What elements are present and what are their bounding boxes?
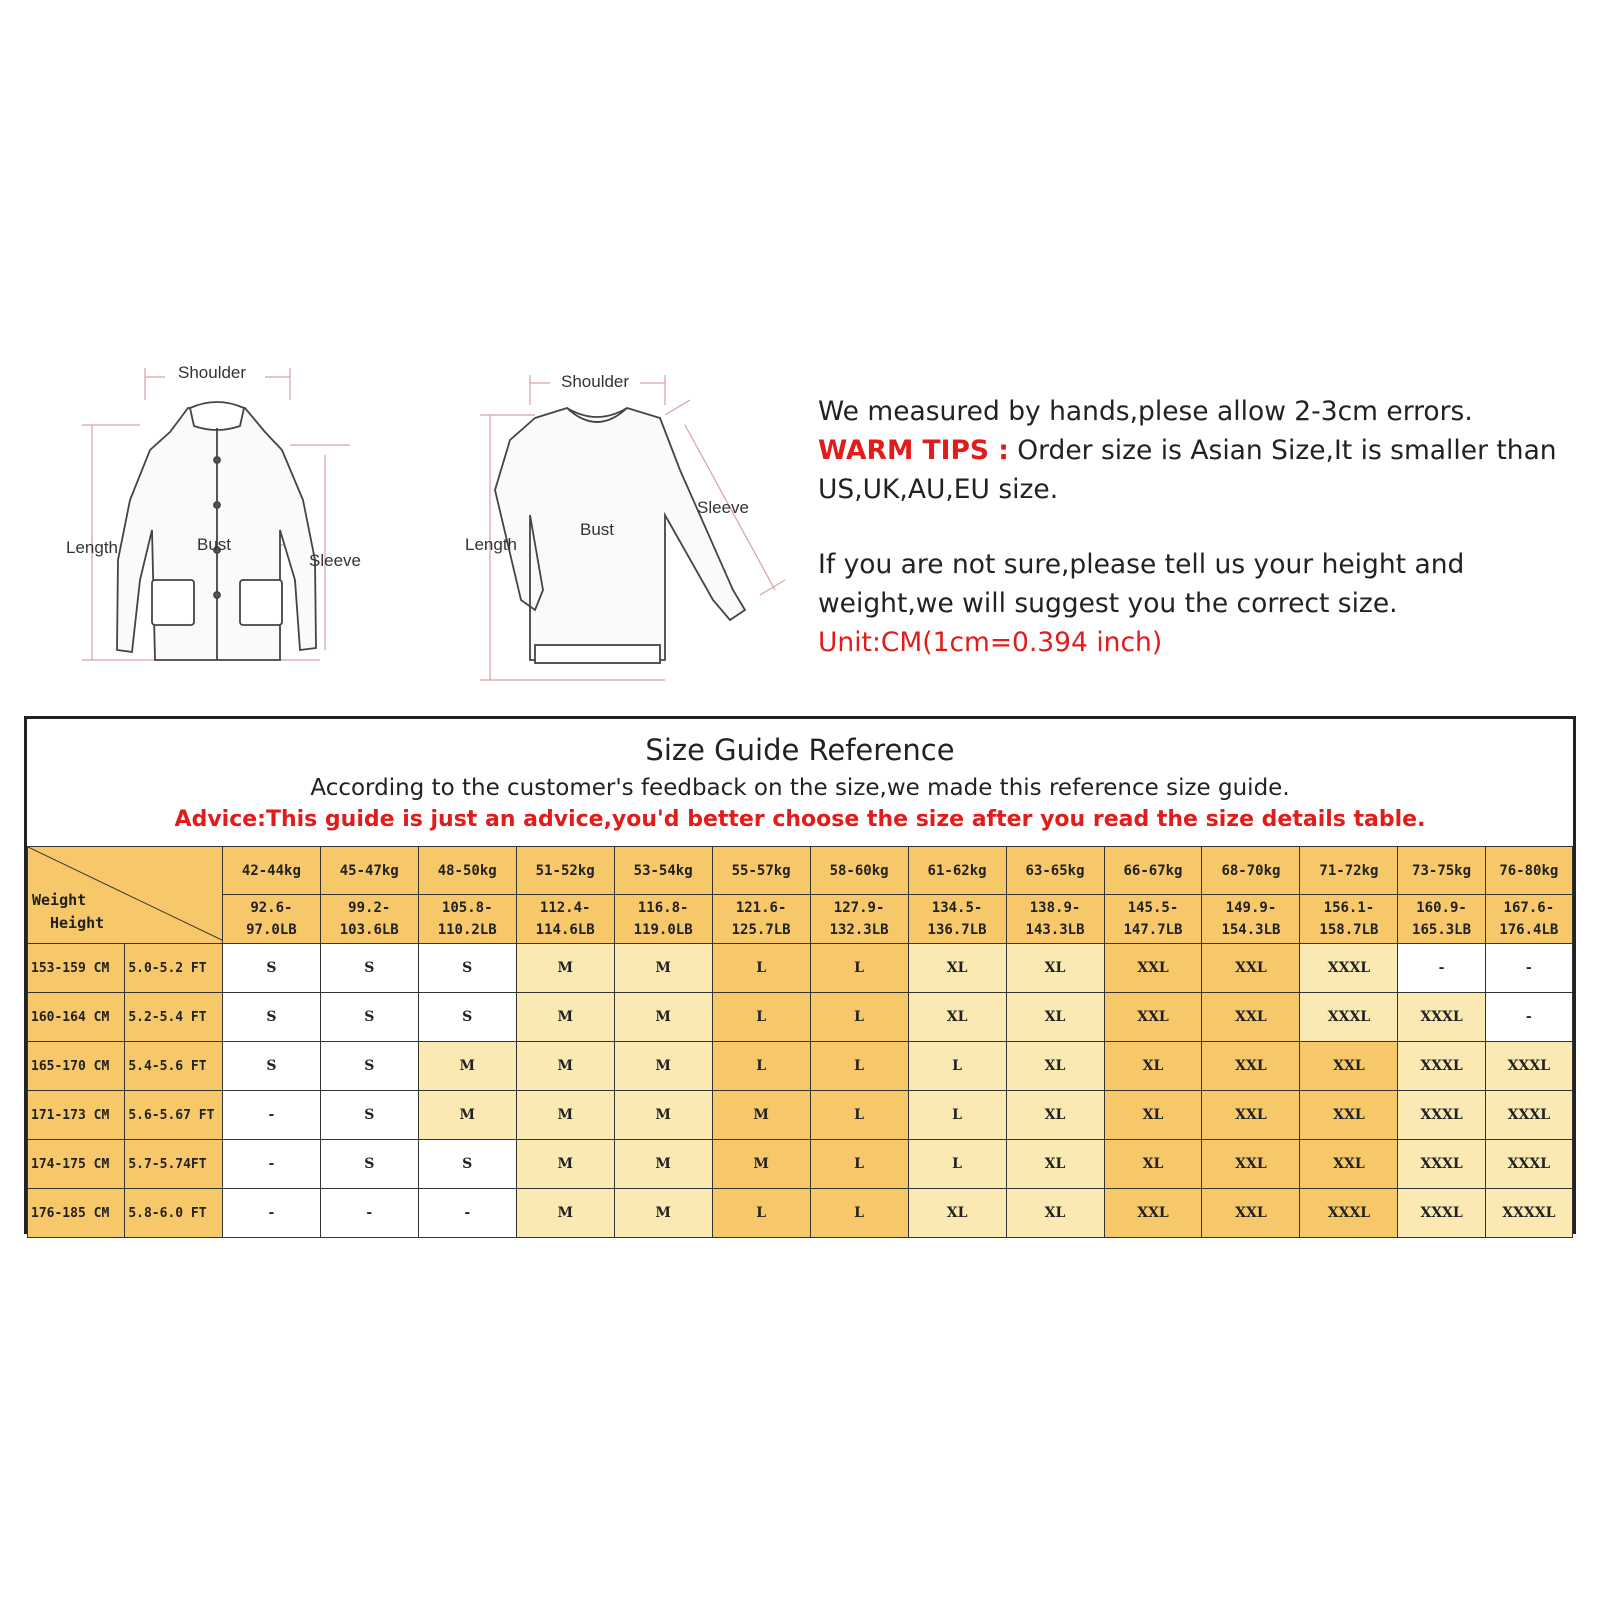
sweater-diagram bbox=[455, 370, 795, 690]
table-row bbox=[28, 1140, 1573, 1189]
size-cell: M bbox=[614, 944, 712, 993]
size-cell: M bbox=[418, 1091, 516, 1140]
size-cell: L bbox=[810, 993, 908, 1042]
height-cm-cell: 174-175 CM bbox=[28, 1140, 125, 1189]
size-cell: S bbox=[320, 1140, 418, 1189]
size-cell: - bbox=[1485, 944, 1572, 993]
size-cell: M bbox=[614, 1042, 712, 1091]
size-cell: XXL bbox=[1300, 1042, 1398, 1091]
size-cell: XXXL bbox=[1398, 1042, 1485, 1091]
weight-lb-header: 138.9- 143.3LB bbox=[1006, 895, 1104, 944]
size-cell: L bbox=[810, 1140, 908, 1189]
corner-weight-label: Weight bbox=[32, 891, 87, 909]
size-cell: L bbox=[908, 1091, 1006, 1140]
sweater-length-label: Length bbox=[465, 535, 517, 554]
size-cell: XXL bbox=[1104, 993, 1202, 1042]
size-cell: XXL bbox=[1202, 1140, 1300, 1189]
size-cell: M bbox=[614, 993, 712, 1042]
table-row bbox=[28, 1189, 1573, 1238]
size-cell: XXXXL bbox=[1485, 1189, 1572, 1238]
size-cell: XXXL bbox=[1398, 1091, 1485, 1140]
size-cell: XXXL bbox=[1485, 1042, 1572, 1091]
weight-lb-header: 112.4- 114.6LB bbox=[516, 895, 614, 944]
warm-tips-text-2: US,UK,AU,EU size. bbox=[818, 474, 1059, 505]
warm-tips-label: WARM TIPS : bbox=[818, 435, 1009, 466]
size-cell: XL bbox=[1006, 993, 1104, 1042]
size-cell: L bbox=[810, 1189, 908, 1238]
size-cell: - bbox=[223, 1140, 321, 1189]
size-cell: - bbox=[1398, 944, 1485, 993]
weight-kg-header: 55-57kg bbox=[712, 847, 810, 895]
size-cell: XL bbox=[908, 944, 1006, 993]
size-cell: M bbox=[516, 944, 614, 993]
size-table bbox=[27, 846, 1573, 1238]
size-cell: XL bbox=[1006, 1189, 1104, 1238]
size-cell: M bbox=[418, 1042, 516, 1091]
weight-kg-header: 73-75kg bbox=[1398, 847, 1485, 895]
size-cell: XL bbox=[1006, 1042, 1104, 1091]
weight-kg-header: 42-44kg bbox=[223, 847, 321, 895]
height-ft-cell: 5.8-6.0 FT bbox=[125, 1189, 223, 1238]
sweater-illustration bbox=[455, 370, 795, 690]
size-cell: XXL bbox=[1202, 1042, 1300, 1091]
size-cell: M bbox=[516, 1042, 614, 1091]
size-cell: L bbox=[712, 1189, 810, 1238]
height-ft-cell: 5.7-5.74FT bbox=[125, 1140, 223, 1189]
weight-kg-header: 45-47kg bbox=[320, 847, 418, 895]
height-cm-cell: 165-170 CM bbox=[28, 1042, 125, 1091]
size-cell: L bbox=[908, 1042, 1006, 1091]
size-cell: XL bbox=[1104, 1042, 1202, 1091]
weight-kg-header: 53-54kg bbox=[614, 847, 712, 895]
size-cell: S bbox=[320, 993, 418, 1042]
measure-note: We measured by hands,plese allow 2-3cm errors. bbox=[818, 396, 1473, 427]
height-ft-cell: 5.0-5.2 FT bbox=[125, 944, 223, 993]
weight-lb-header: 116.8- 119.0LB bbox=[614, 895, 712, 944]
height-cm-cell: 160-164 CM bbox=[28, 993, 125, 1042]
sweater-shoulder-label: Shoulder bbox=[561, 372, 630, 391]
height-cm-cell: 176-185 CM bbox=[28, 1189, 125, 1238]
weight-lb-header: 92.6- 97.0LB bbox=[223, 895, 321, 944]
height-cm-cell: 153-159 CM bbox=[28, 944, 125, 993]
table-row bbox=[28, 993, 1573, 1042]
height-cm-cell: 171-173 CM bbox=[28, 1091, 125, 1140]
size-cell: L bbox=[712, 944, 810, 993]
size-cell: M bbox=[614, 1189, 712, 1238]
table-row bbox=[28, 1091, 1573, 1140]
size-cell: XXL bbox=[1202, 1189, 1300, 1238]
weight-lb-header: 167.6- 176.4LB bbox=[1485, 895, 1572, 944]
size-cell: XXXL bbox=[1300, 944, 1398, 993]
guide-advice: Advice:This guide is just an advice,you'd better choose the size after you read the size details table. bbox=[174, 807, 1426, 832]
weight-kg-header: 51-52kg bbox=[516, 847, 614, 895]
jacket-shoulder-label: Shoulder bbox=[178, 363, 247, 382]
size-cell: XL bbox=[1006, 944, 1104, 993]
weight-lb-header: 156.1- 158.7LB bbox=[1300, 895, 1398, 944]
size-cell: M bbox=[712, 1140, 810, 1189]
guide-title: Size Guide Reference bbox=[645, 733, 955, 767]
height-ft-cell: 5.6-5.67 FT bbox=[125, 1091, 223, 1140]
table-row bbox=[28, 944, 1573, 993]
size-cell: M bbox=[516, 1189, 614, 1238]
size-cell: M bbox=[516, 1091, 614, 1140]
weight-lb-header: 127.9- 132.3LB bbox=[810, 895, 908, 944]
suggest-note-1: If you are not sure,please tell us your height and bbox=[818, 549, 1465, 580]
weight-lb-header: 160.9- 165.3LB bbox=[1398, 895, 1485, 944]
size-cell: L bbox=[712, 993, 810, 1042]
size-cell: L bbox=[908, 1140, 1006, 1189]
jacket-sleeve-label: Sleeve bbox=[309, 551, 361, 570]
warm-tips bbox=[818, 431, 1578, 470]
size-cell: XXXL bbox=[1485, 1140, 1572, 1189]
size-cell: L bbox=[712, 1042, 810, 1091]
size-cell: XL bbox=[1104, 1091, 1202, 1140]
size-cell: M bbox=[516, 993, 614, 1042]
size-cell: XXL bbox=[1104, 1189, 1202, 1238]
weight-kg-header: 68-70kg bbox=[1202, 847, 1300, 895]
unit-note: Unit:CM(1cm=0.394 inch) bbox=[818, 627, 1163, 658]
size-cell: XXL bbox=[1202, 1091, 1300, 1140]
weight-lb-header: 99.2- 103.6LB bbox=[320, 895, 418, 944]
size-cell: XXXL bbox=[1398, 1189, 1485, 1238]
size-cell: S bbox=[320, 1042, 418, 1091]
size-cell: XL bbox=[908, 1189, 1006, 1238]
size-cell: S bbox=[320, 944, 418, 993]
jacket-bust-label: Bust bbox=[197, 535, 232, 554]
warm-tips-text: Order size is Asian Size,It is smaller than bbox=[1008, 435, 1557, 466]
size-cell: S bbox=[223, 944, 321, 993]
size-cell: XXXL bbox=[1300, 993, 1398, 1042]
weight-kg-header: 76-80kg bbox=[1485, 847, 1572, 895]
weight-lb-header: 121.6- 125.7LB bbox=[712, 895, 810, 944]
size-cell: XXL bbox=[1300, 1091, 1398, 1140]
weight-kg-header: 48-50kg bbox=[418, 847, 516, 895]
size-cell: XXXL bbox=[1485, 1091, 1572, 1140]
suggest-note-2: weight,we will suggest you the correct size. bbox=[818, 588, 1398, 619]
size-cell: S bbox=[223, 1042, 321, 1091]
jacket-length-label: Length bbox=[66, 538, 118, 557]
size-cell: XL bbox=[1104, 1140, 1202, 1189]
weight-lb-header: 105.8- 110.2LB bbox=[418, 895, 516, 944]
size-cell: M bbox=[614, 1140, 712, 1189]
size-cell: M bbox=[614, 1091, 712, 1140]
size-cell: S bbox=[418, 944, 516, 993]
weight-kg-header: 63-65kg bbox=[1006, 847, 1104, 895]
size-cell: XXXL bbox=[1300, 1189, 1398, 1238]
weight-lb-header: 134.5- 136.7LB bbox=[908, 895, 1006, 944]
table-corner bbox=[28, 847, 223, 944]
size-cell: L bbox=[810, 944, 908, 993]
guide-subtitle: According to the customer's feedback on the size,we made this reference size guide. bbox=[310, 775, 1290, 801]
size-cell: - bbox=[1485, 993, 1572, 1042]
table-row bbox=[28, 1042, 1573, 1091]
weight-kg-header: 66-67kg bbox=[1104, 847, 1202, 895]
size-cell: - bbox=[223, 1091, 321, 1140]
weight-lb-header: 149.9- 154.3LB bbox=[1202, 895, 1300, 944]
height-ft-cell: 5.2-5.4 FT bbox=[125, 993, 223, 1042]
size-cell: XL bbox=[1006, 1140, 1104, 1189]
size-cell: - bbox=[320, 1189, 418, 1238]
size-cell: - bbox=[418, 1189, 516, 1238]
size-cell: XXXL bbox=[1398, 1140, 1485, 1189]
size-cell: XXL bbox=[1202, 944, 1300, 993]
size-cell: S bbox=[320, 1091, 418, 1140]
size-cell: M bbox=[516, 1140, 614, 1189]
weight-lb-header: 145.5- 147.7LB bbox=[1104, 895, 1202, 944]
corner-height-label: Height bbox=[50, 914, 105, 932]
sweater-sleeve-label: Sleeve bbox=[697, 498, 749, 517]
weight-kg-header: 61-62kg bbox=[908, 847, 1006, 895]
size-cell: XL bbox=[1006, 1091, 1104, 1140]
jacket-diagram bbox=[60, 360, 380, 690]
height-ft-cell: 5.4-5.6 FT bbox=[125, 1042, 223, 1091]
size-cell: XXL bbox=[1202, 993, 1300, 1042]
size-cell: S bbox=[418, 1140, 516, 1189]
size-cell: S bbox=[418, 993, 516, 1042]
weight-kg-header: 58-60kg bbox=[810, 847, 908, 895]
size-cell: S bbox=[223, 993, 321, 1042]
size-cell: L bbox=[810, 1091, 908, 1140]
sweater-bust-label: Bust bbox=[580, 520, 615, 539]
measurement-notes bbox=[818, 392, 1578, 662]
size-cell: XXL bbox=[1104, 944, 1202, 993]
size-cell: XXXL bbox=[1398, 993, 1485, 1042]
jacket-illustration bbox=[60, 360, 380, 690]
size-cell: M bbox=[712, 1091, 810, 1140]
size-guide bbox=[24, 716, 1576, 1234]
size-cell: - bbox=[223, 1189, 321, 1238]
size-cell: XXL bbox=[1300, 1140, 1398, 1189]
size-cell: XL bbox=[908, 993, 1006, 1042]
size-cell: L bbox=[810, 1042, 908, 1091]
weight-kg-header: 71-72kg bbox=[1300, 847, 1398, 895]
